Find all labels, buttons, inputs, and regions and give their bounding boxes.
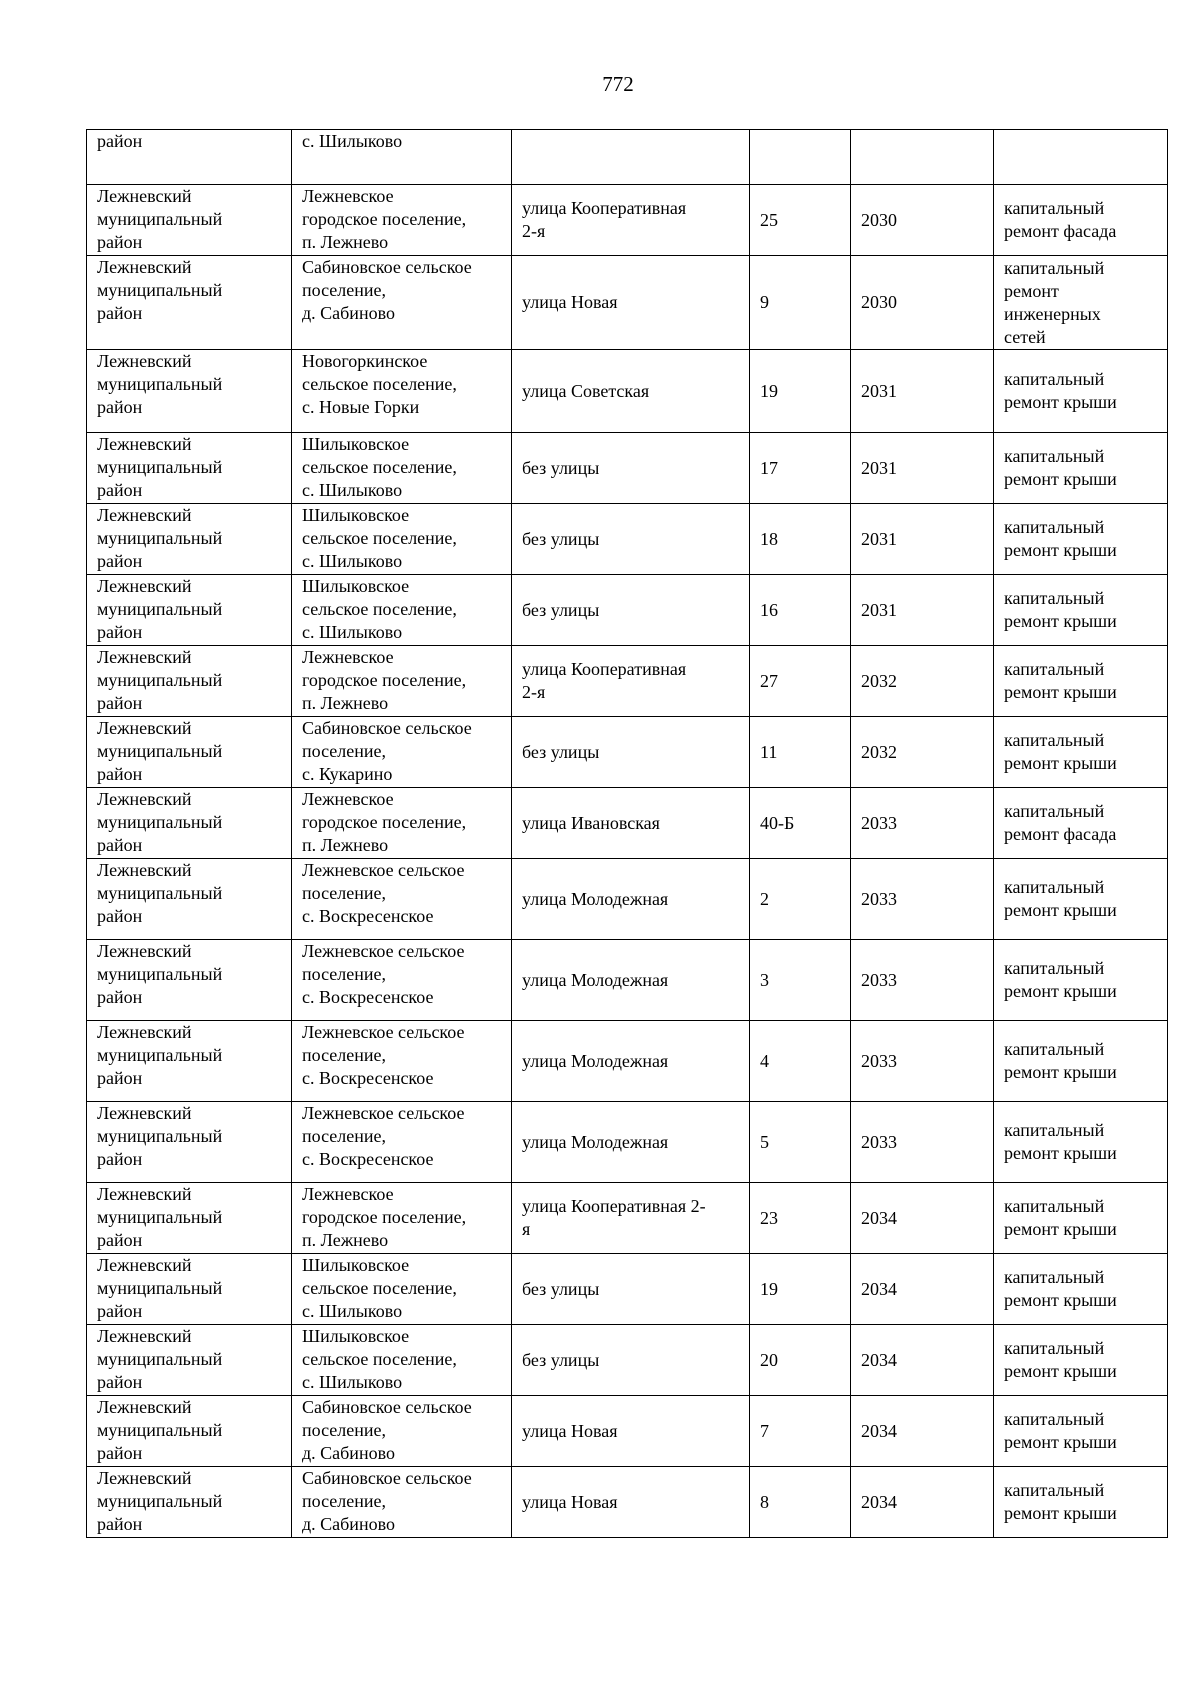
district-cell: Лежневский муниципальный район — [87, 717, 292, 788]
table-row — [87, 1325, 1168, 1396]
district-cell: Лежневский муниципальный район — [87, 940, 292, 1021]
district-cell: Лежневский муниципальный район — [87, 859, 292, 940]
work-type-cell: капитальный ремонт крыши — [994, 1254, 1168, 1325]
district-cell: Лежневский муниципальный район — [87, 1467, 292, 1538]
table-row — [87, 859, 1168, 940]
table-row — [87, 575, 1168, 646]
table-row — [87, 130, 1168, 185]
work-type-cell: капитальный ремонт крыши — [994, 1102, 1168, 1183]
street-cell: улица Ивановская — [512, 788, 750, 859]
district-cell: Лежневский муниципальный район — [87, 575, 292, 646]
work-type-cell: капитальный ремонт фасада — [994, 788, 1168, 859]
district-cell: Лежневский муниципальный район — [87, 433, 292, 504]
year-cell: 2031 — [851, 350, 994, 433]
table-row — [87, 940, 1168, 1021]
street-cell: улица Молодежная — [512, 940, 750, 1021]
house-number-cell: 11 — [750, 717, 851, 788]
year-cell: 2031 — [851, 575, 994, 646]
work-type-cell: капитальный ремонт крыши — [994, 717, 1168, 788]
street-cell: без улицы — [512, 575, 750, 646]
house-number-cell: 23 — [750, 1183, 851, 1254]
settlement-cell: Сабиновское сельское поселение, д. Сабиново — [292, 1396, 512, 1467]
work-type-cell: капитальный ремонт крыши — [994, 1396, 1168, 1467]
street-cell: улица Новая — [512, 1396, 750, 1467]
table-row — [87, 1102, 1168, 1183]
house-number-cell: 7 — [750, 1396, 851, 1467]
district-cell: Лежневский муниципальный район — [87, 788, 292, 859]
work-type-cell: капитальный ремонт крыши — [994, 575, 1168, 646]
work-type-cell: капитальный ремонт крыши — [994, 1467, 1168, 1538]
table-body — [87, 130, 1168, 1538]
settlement-cell: Лежневское городское поселение, п. Лежнево — [292, 788, 512, 859]
street-cell: улица Кооперативная 2- я — [512, 1183, 750, 1254]
district-cell: Лежневский муниципальный район — [87, 350, 292, 433]
settlement-cell: Шилыковское сельское поселение, с. Шилыково — [292, 1325, 512, 1396]
district-cell: Лежневский муниципальный район — [87, 1254, 292, 1325]
table-row — [87, 1396, 1168, 1467]
house-number-cell: 3 — [750, 940, 851, 1021]
work-type-cell: капитальный ремонт крыши — [994, 646, 1168, 717]
settlement-cell: Лежневское городское поселение, п. Лежнево — [292, 646, 512, 717]
table-row — [87, 256, 1168, 350]
settlement-cell: Сабиновское сельское поселение, д. Сабиново — [292, 1467, 512, 1538]
street-cell: улица Советская — [512, 350, 750, 433]
house-number-cell: 19 — [750, 1254, 851, 1325]
work-type-cell: капитальный ремонт фасада — [994, 185, 1168, 256]
street-cell: улица Молодежная — [512, 1021, 750, 1102]
work-type-cell: капитальный ремонт крыши — [994, 433, 1168, 504]
year-cell: 2034 — [851, 1396, 994, 1467]
house-number-cell: 5 — [750, 1102, 851, 1183]
street-cell: без улицы — [512, 433, 750, 504]
settlement-cell: Лежневское сельское поселение, с. Воскресенское — [292, 859, 512, 940]
settlement-cell: Шилыковское сельское поселение, с. Шилыково — [292, 1254, 512, 1325]
district-cell: Лежневский муниципальный район — [87, 1102, 292, 1183]
year-cell — [851, 130, 994, 185]
year-cell: 2031 — [851, 433, 994, 504]
street-cell: улица Новая — [512, 256, 750, 350]
settlement-cell: Лежневское городское поселение, п. Лежнево — [292, 185, 512, 256]
year-cell: 2030 — [851, 185, 994, 256]
settlement-cell: с. Шилыково — [292, 130, 512, 185]
work-type-cell: капитальный ремонт крыши — [994, 940, 1168, 1021]
settlement-cell: Шилыковское сельское поселение, с. Шилыково — [292, 433, 512, 504]
street-cell: без улицы — [512, 504, 750, 575]
settlement-cell: Лежневское сельское поселение, с. Воскресенское — [292, 940, 512, 1021]
work-type-cell: капитальный ремонт инженерных сетей — [994, 256, 1168, 350]
street-cell: без улицы — [512, 1325, 750, 1396]
street-cell: без улицы — [512, 1254, 750, 1325]
year-cell: 2034 — [851, 1254, 994, 1325]
year-cell: 2031 — [851, 504, 994, 575]
repair-schedule-table — [86, 129, 1168, 1538]
year-cell: 2033 — [851, 859, 994, 940]
work-type-cell: капитальный ремонт крыши — [994, 350, 1168, 433]
year-cell: 2034 — [851, 1467, 994, 1538]
table-row — [87, 1183, 1168, 1254]
year-cell: 2033 — [851, 940, 994, 1021]
work-type-cell — [994, 130, 1168, 185]
year-cell: 2033 — [851, 788, 994, 859]
table-row — [87, 433, 1168, 504]
house-number-cell: 16 — [750, 575, 851, 646]
table-row — [87, 788, 1168, 859]
work-type-cell: капитальный ремонт крыши — [994, 1021, 1168, 1102]
work-type-cell: капитальный ремонт крыши — [994, 859, 1168, 940]
settlement-cell: Шилыковское сельское поселение, с. Шилыково — [292, 504, 512, 575]
district-cell: Лежневский муниципальный район — [87, 1396, 292, 1467]
house-number-cell: 4 — [750, 1021, 851, 1102]
district-cell: Лежневский муниципальный район — [87, 504, 292, 575]
street-cell: улица Молодежная — [512, 859, 750, 940]
work-type-cell: капитальный ремонт крыши — [994, 1183, 1168, 1254]
year-cell: 2030 — [851, 256, 994, 350]
settlement-cell: Лежневское городское поселение, п. Лежнево — [292, 1183, 512, 1254]
table-row — [87, 350, 1168, 433]
district-cell: район — [87, 130, 292, 185]
district-cell: Лежневский муниципальный район — [87, 256, 292, 350]
table-row — [87, 185, 1168, 256]
settlement-cell: Лежневское сельское поселение, с. Воскресенское — [292, 1021, 512, 1102]
settlement-cell: Новогоркинское сельское поселение, с. Новые Горки — [292, 350, 512, 433]
table-row — [87, 1021, 1168, 1102]
district-cell: Лежневский муниципальный район — [87, 1021, 292, 1102]
page-number: 772 — [602, 72, 634, 96]
street-cell: улица Молодежная — [512, 1102, 750, 1183]
house-number-cell: 18 — [750, 504, 851, 575]
house-number-cell: 17 — [750, 433, 851, 504]
house-number-cell: 8 — [750, 1467, 851, 1538]
house-number-cell: 20 — [750, 1325, 851, 1396]
house-number-cell — [750, 130, 851, 185]
street-cell: улица Кооперативная 2-я — [512, 185, 750, 256]
street-cell: без улицы — [512, 717, 750, 788]
house-number-cell: 9 — [750, 256, 851, 350]
street-cell: улица Кооперативная 2-я — [512, 646, 750, 717]
settlement-cell: Шилыковское сельское поселение, с. Шилыково — [292, 575, 512, 646]
house-number-cell: 40-Б — [750, 788, 851, 859]
settlement-cell: Сабиновское сельское поселение, с. Кукарино — [292, 717, 512, 788]
house-number-cell: 19 — [750, 350, 851, 433]
year-cell: 2033 — [851, 1102, 994, 1183]
work-type-cell: капитальный ремонт крыши — [994, 504, 1168, 575]
settlement-cell: Сабиновское сельское поселение, д. Сабиново — [292, 256, 512, 350]
street-cell — [512, 130, 750, 185]
house-number-cell: 27 — [750, 646, 851, 717]
district-cell: Лежневский муниципальный район — [87, 646, 292, 717]
table-row — [87, 1254, 1168, 1325]
year-cell: 2034 — [851, 1183, 994, 1254]
district-cell: Лежневский муниципальный район — [87, 1325, 292, 1396]
table-row — [87, 717, 1168, 788]
district-cell: Лежневский муниципальный район — [87, 185, 292, 256]
year-cell: 2032 — [851, 646, 994, 717]
year-cell: 2034 — [851, 1325, 994, 1396]
settlement-cell: Лежневское сельское поселение, с. Воскресенское — [292, 1102, 512, 1183]
house-number-cell: 25 — [750, 185, 851, 256]
district-cell: Лежневский муниципальный район — [87, 1183, 292, 1254]
work-type-cell: капитальный ремонт крыши — [994, 1325, 1168, 1396]
street-cell: улица Новая — [512, 1467, 750, 1538]
house-number-cell: 2 — [750, 859, 851, 940]
table-row — [87, 1467, 1168, 1538]
table-row — [87, 504, 1168, 575]
table-row — [87, 646, 1168, 717]
year-cell: 2033 — [851, 1021, 994, 1102]
year-cell: 2032 — [851, 717, 994, 788]
